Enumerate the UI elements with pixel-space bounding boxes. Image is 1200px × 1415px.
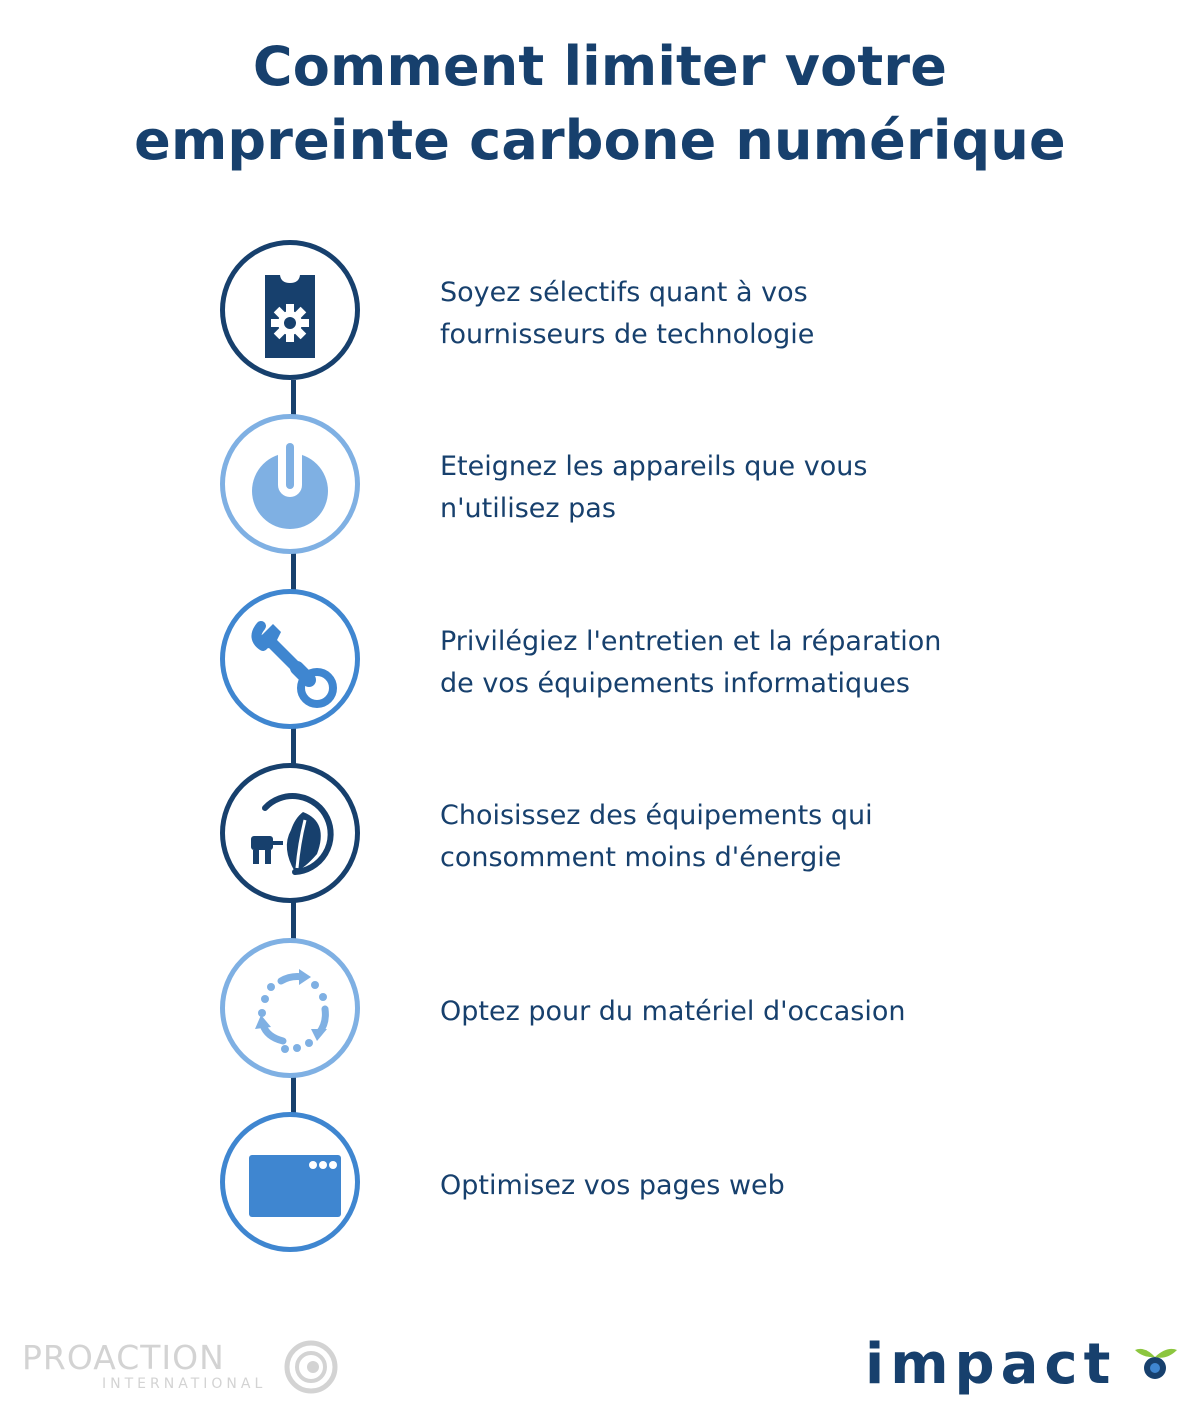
- proaction-logo-word: PROACTION: [22, 1338, 225, 1377]
- plug-leaf-icon: [225, 768, 355, 898]
- sprout-icon: [1133, 1338, 1183, 1388]
- browser-window-icon: [225, 1117, 355, 1247]
- power-icon: [225, 419, 355, 549]
- step-4-text: Choisissez des équipements qui consomment moins d'énergie: [440, 800, 873, 873]
- step-4: [0, 763, 1200, 911]
- page-title: [0, 30, 1200, 178]
- title-line-2: empreinte carbone numérique: [134, 109, 1066, 172]
- step-1: [0, 240, 1200, 388]
- proaction-logo-sub: INTERNATIONAL: [102, 1376, 267, 1392]
- step-3: [0, 589, 1200, 737]
- impact-logo-word: impact: [865, 1332, 1117, 1397]
- step-6: [0, 1112, 1200, 1260]
- step-5-text: Optez pour du matériel d'occasion: [440, 996, 906, 1027]
- step-1-circle: [220, 240, 360, 380]
- step-2-text: Eteignez les appareils que vous n'utilisez pas: [440, 451, 868, 524]
- gear-card-icon: [225, 245, 355, 375]
- step-2: [0, 414, 1200, 562]
- impact-logo: [865, 1330, 1185, 1402]
- step-6-text: Optimisez vos pages web: [440, 1170, 785, 1201]
- proaction-logo: [22, 1338, 332, 1398]
- proaction-spiral-icon: [282, 1338, 340, 1396]
- wrench-icon: [225, 594, 355, 724]
- step-6-circle: [220, 1112, 360, 1252]
- step-5: [0, 938, 1200, 1086]
- recycle-arrows-icon: [225, 943, 355, 1073]
- step-5-circle: [220, 938, 360, 1078]
- step-3-text: Privilégiez l'entretien et la réparation de vos équipements informatiques: [440, 626, 942, 699]
- step-3-circle: [220, 589, 360, 729]
- step-1-text: Soyez sélectifs quant à vos fournisseurs de technologie: [440, 277, 815, 350]
- step-4-circle: [220, 763, 360, 903]
- step-2-circle: [220, 414, 360, 554]
- title-line-1: Comment limiter votre: [252, 35, 948, 98]
